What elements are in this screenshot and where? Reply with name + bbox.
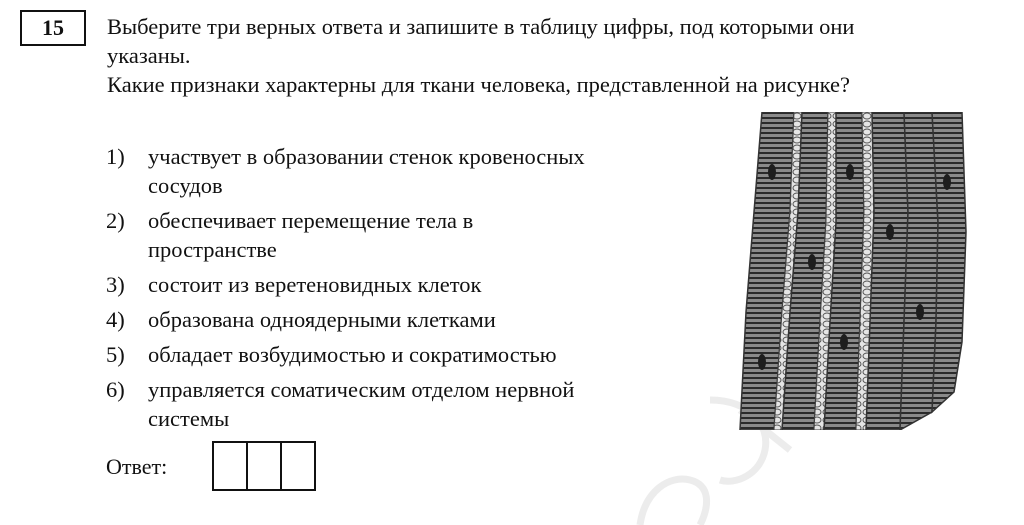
option-number: 1) [106,144,125,169]
option-text: участвует в образовании стенок кровеносных сосудов [148,144,585,198]
instruction-line-1: Выберите три верных ответа и запишите в таблицу цифры, под которыми они [107,14,855,39]
answer-cell-1[interactable] [212,441,248,491]
option-number: 4) [106,307,125,332]
option-4 [106,305,646,334]
option-text: состоит из веретеновидных клеток [148,272,482,297]
question-text: Какие признаки характерны для ткани человека, представленной на рисунке? [107,72,850,97]
answer-label: Ответ: [106,454,168,479]
option-text: обладает возбудимостью и сократимостью [148,342,557,367]
question-prompt [107,12,1007,99]
option-5 [106,340,646,369]
answer-cell-3[interactable] [280,441,316,491]
option-number: 3) [106,272,125,297]
option-1 [106,142,646,200]
answer-table [212,441,314,491]
option-2 [106,206,646,264]
answer-cell-2[interactable] [246,441,282,491]
question-number: 15 [20,10,86,46]
option-text: обеспечивает перемещение тела в пространстве [148,208,474,262]
option-text: образована одноядерными клетками [148,307,496,332]
option-3 [106,270,646,299]
option-text: управляется соматическим отделом нервной системы [148,377,575,431]
option-number: 5) [106,342,125,367]
option-number: 2) [106,208,125,233]
instruction-line-2: указаны. [107,43,191,68]
muscle-tissue-figure-icon [732,112,968,430]
option-number: 6) [106,377,125,402]
